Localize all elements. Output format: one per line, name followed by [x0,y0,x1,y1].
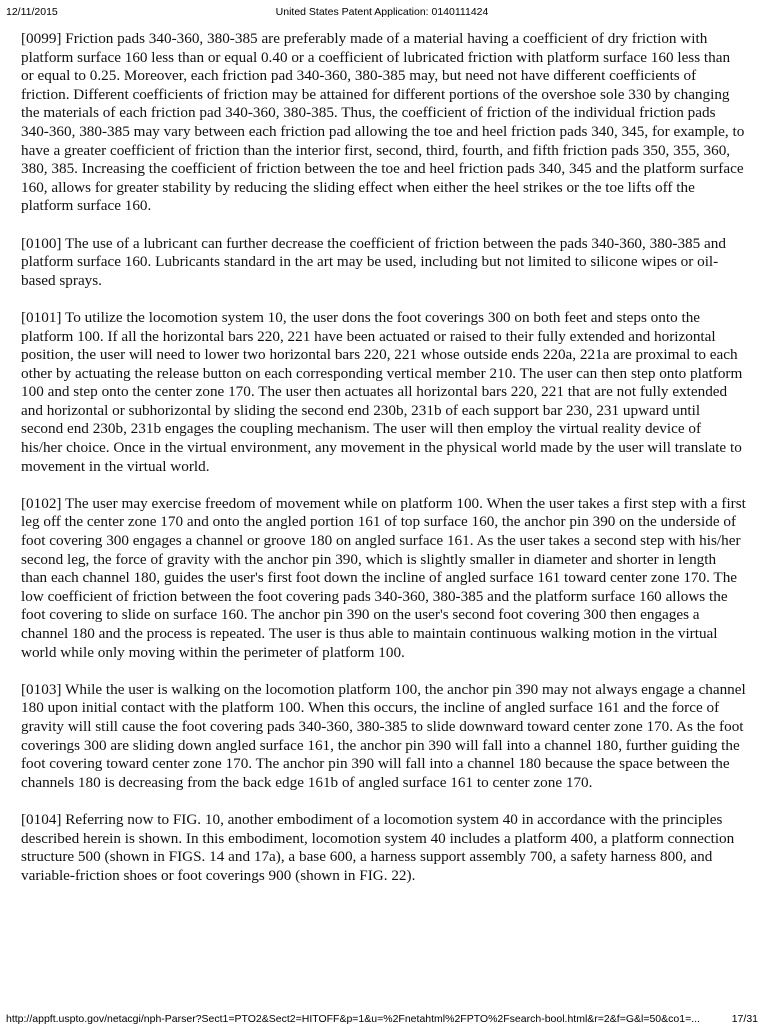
page-header [6,6,758,20]
page-number: 17/31 [731,1013,758,1025]
paragraph-0104: [0104] Referring now to FIG. 10, another embodiment of a locomotion system 40 in accordance with the principles described herein is shown. In this embodiment, locomotion system 40 includes a platform 400, a platform connection structure 500 (shown in FIGS. 14 and 17a), a base 600, a harness support assembly 700, a safety harness 800, and variable-friction shoes or foot coverings 900 (shown in FIG. 22). [21,810,735,884]
paragraph-0103: [0103] While the user is walking on the locomotion platform 100, the anchor pin 390 may not always engage a channel 180 upon initial contact with the platform 100. When this occurs, the incline of angled surface 161 and the force of gravity will still cause the foot covering pads 340-360, 380-385 to slide downward toward center zone 170. As the foot coverings 300 are sliding down angled surface 161, the anchor pin 390 will fall into a channel 180, further guiding the foot covering toward center zone 170. The anchor pin 390 will fall into a channel 180 because the space between the channels 180 is decreasing from the back edge 161b of angled surface 161 to center zone 170. [21,680,746,791]
document-body [21,30,746,904]
paragraph-0101: [0101] To utilize the locomotion system 10, the user dons the foot coverings 300 on both feet and steps onto the platform 100. If all the horizontal bars 220, 221 have been actuated or raised to their fully extended and horizontal position, the user will need to lower two horizontal bars 220, 221 whose outside ends 220a, 221a are proximal to each other by actuating the release button on each corresponding vertical member 210. The user can then step onto platform 100 and step onto the center zone 170. The user then actuates all horizontal bars 220, 221 that are not fully extended and horizontal or subhorizontal by sliding the second end 230b, 231b of each support bar 230, 231 upward until second end 230b, 231b engages the coupling mechanism. The user will then employ the virtual reality device of his/her choice. Once in the virtual environment, any movement in the physical world made by the user will translate to movement in the virtual world. [21,308,743,475]
page-footer [6,1013,758,1027]
document-title: United States Patent Application: 0140111424 [275,6,489,18]
paragraph-0102: [0102] The user may exercise freedom of movement while on platform 100. When the user takes a first step with a first leg off the center zone 170 and onto the angled portion 161 of top surface 160, the anchor pin 390 on the underside of foot covering 300 engages a channel or groove 180 on angled surface 161. As the user takes a second step with his/her second leg, the force of gravity with the anchor pin 390, which is slightly smaller in diameter and shorter in length than each channel 180, guides the user's first foot down the incline of angled surface 161 toward center zone 170. The low coefficient of friction between the foot covering pads 340-360, 380-385 and the platform surface 160 allows the foot covering to slide on surface 160. The anchor pin 390 on the user's second foot covering 300 then engages a channel 180 and the process is repeated. The user is thus able to maintain continuous walking motion in the virtual world while only moving within the perimeter of platform 100. [21,494,746,661]
paragraph-0100: [0100] The use of a lubricant can further decrease the coefficient of friction between the pads 340-360, 380-385 and platform surface 160. Lubricants standard in the art may be used, including but not limited to silicone wipes or oil-based sprays. [21,234,726,289]
source-url[interactable]: http://appft.uspto.gov/netacgi/nph-Parser?Sect1=PTO2&Sect2=HITOFF&p=1&u=%2Fnetahtml%2FPTO%2Fsearch-bool.html&r=2&f=G&l=50&co1=... [6,1013,700,1025]
paragraph-0099: [0099] Friction pads 340-360, 380-385 are preferably made of a material having a coefficient of dry friction with platform surface 160 less than or equal 0.40 or a coefficient of lubricated friction with platform surface 160 less than or equal to 0.25. Moreover, each friction pad 340-360, 380-385 may, but need not have different coefficients of friction. Different coefficients of friction may be attained for different portions of the overshoe sole 330 by changing the materials of each friction pad 340-360, 380-385. Thus, the coefficient of friction of the individual friction pads 340-360, 380-385 may vary between each friction pad allowing the toe and heel friction pads 340, 345, for example, to have a greater coefficient of friction than the interior first, second, third, fourth, and fifth friction pads 350, 355, 360, 380, 385. Increasing the coefficient of friction between the toe and heel friction pads 340, 345 and the platform surface 160, allows for greater stability by reducing the sliding effect when either the heel strikes or the toe lifts off the platform surface 160. [21,30,745,215]
print-date: 12/11/2015 [6,6,58,18]
